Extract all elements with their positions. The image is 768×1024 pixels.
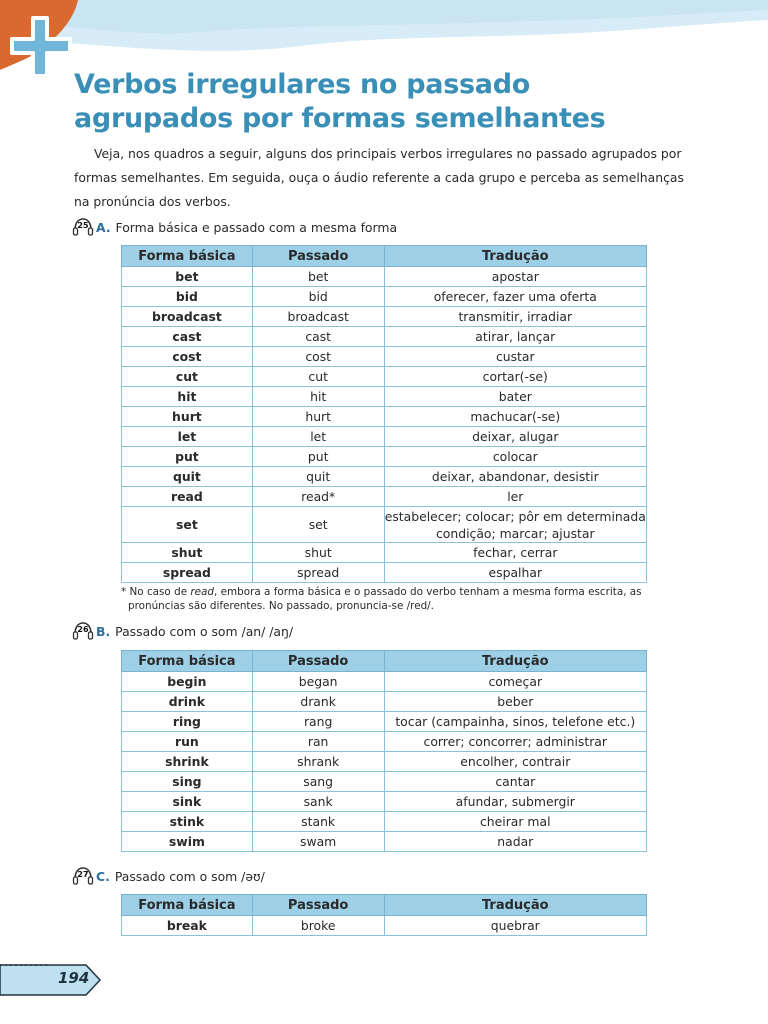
translation: colocar — [384, 447, 646, 467]
base-form: quit — [122, 467, 253, 487]
table-row — [122, 447, 647, 467]
table-row — [122, 916, 647, 936]
section-letter: C. — [96, 868, 110, 884]
section-letter: B. — [96, 623, 111, 639]
past-form: drank — [252, 692, 384, 712]
table-row — [122, 772, 647, 792]
table-row — [122, 367, 647, 387]
col-header-past: Passado — [252, 246, 384, 267]
translation: ler — [384, 487, 646, 507]
past-form: rang — [252, 712, 384, 732]
translation: transmitir, irradiar — [384, 307, 646, 327]
table-header-row — [122, 651, 647, 672]
translation: bater — [384, 387, 646, 407]
base-form: swim — [122, 832, 253, 852]
audio-icon[interactable] — [72, 621, 94, 641]
section-c-heading — [72, 866, 265, 886]
footnote — [121, 585, 651, 613]
past-form: spread — [252, 563, 384, 583]
footnote-post: , embora a forma básica e o passado do verbo tenham a mesma forma escrita, as — [214, 586, 642, 598]
base-form: sink — [122, 792, 253, 812]
section-caption: Passado com o som /an/ /aŋ/ — [115, 623, 294, 639]
footnote-pre: No caso de — [126, 586, 191, 598]
col-header-translation: Tradução — [384, 895, 646, 916]
base-form: read — [122, 487, 253, 507]
section-caption: Forma básica e passado com a mesma forma — [115, 219, 398, 235]
base-form: put — [122, 447, 253, 467]
translation: espalhar — [384, 563, 646, 583]
verbs-table-a — [121, 245, 647, 583]
col-header-past: Passado — [252, 895, 384, 916]
translation: deixar, alugar — [384, 427, 646, 447]
col-header-past: Passado — [252, 651, 384, 672]
table-row — [122, 487, 647, 507]
past-form: hurt — [252, 407, 384, 427]
translation: atirar, lançar — [384, 327, 646, 347]
table-row — [122, 732, 647, 752]
table-header-row — [122, 895, 647, 916]
base-form: shut — [122, 543, 253, 563]
table-row — [122, 347, 647, 367]
past-form: sang — [252, 772, 384, 792]
base-form: ring — [122, 712, 253, 732]
past-form: swam — [252, 832, 384, 852]
col-header-translation: Tradução — [384, 651, 646, 672]
page-number: 194 — [58, 969, 90, 987]
past-form: sank — [252, 792, 384, 812]
base-form: hurt — [122, 407, 253, 427]
intro-paragraph: Veja, nos quadros a seguir, alguns dos principais verbos irregulares no passado agrupados por formas semelhantes. Em seguida, ouça o áudio referente a cada grupo e perceba as semelhanças na pronúncia dos verbos. — [74, 146, 684, 209]
col-header-base: Forma básica — [122, 651, 253, 672]
table-row — [122, 507, 647, 543]
past-form: quit — [252, 467, 384, 487]
past-form: cost — [252, 347, 384, 367]
base-form: cast — [122, 327, 253, 347]
table-row — [122, 407, 647, 427]
past-form: stank — [252, 812, 384, 832]
table-row — [122, 672, 647, 692]
past-form: cut — [252, 367, 384, 387]
table-row — [122, 812, 647, 832]
base-form: broadcast — [122, 307, 253, 327]
past-form: bid — [252, 287, 384, 307]
past-form: broadcast — [252, 307, 384, 327]
verbs-table-c — [121, 894, 647, 936]
footnote-word: read — [190, 586, 215, 598]
table-row — [122, 752, 647, 772]
translation: oferecer, fazer uma oferta — [384, 287, 646, 307]
past-form: began — [252, 672, 384, 692]
translation: cortar(-se) — [384, 367, 646, 387]
translation: machucar(-se) — [384, 407, 646, 427]
title-line-2: agrupados por formas semelhantes — [74, 103, 606, 134]
table-row — [122, 712, 647, 732]
past-form: shrank — [252, 752, 384, 772]
table-row — [122, 563, 647, 583]
section-b-heading — [72, 621, 293, 641]
table-row — [122, 387, 647, 407]
footnote-star: * — [121, 586, 127, 598]
table-row — [122, 427, 647, 447]
translation: apostar — [384, 267, 646, 287]
base-form: hit — [122, 387, 253, 407]
footnote-line-2: pronúncias são diferentes. No passado, pronuncia-se /red/. — [128, 600, 434, 612]
past-form: read* — [252, 487, 384, 507]
translation-line-2: condição; marcar; ajustar — [435, 525, 595, 541]
translation: deixar, abandonar, desistir — [384, 467, 646, 487]
translation: afundar, submergir — [384, 792, 646, 812]
audio-icon[interactable] — [72, 866, 94, 886]
track-number: 25 — [77, 221, 89, 230]
past-form: hit — [252, 387, 384, 407]
table-row — [122, 307, 647, 327]
past-form: shut — [252, 543, 384, 563]
base-form: set — [122, 507, 253, 543]
base-form: run — [122, 732, 253, 752]
translation: nadar — [384, 832, 646, 852]
base-form: let — [122, 427, 253, 447]
base-form: bid — [122, 287, 253, 307]
base-form: spread — [122, 563, 253, 583]
section-caption: Passado com o som /əʊ/ — [114, 868, 265, 884]
past-form: cast — [252, 327, 384, 347]
translation: tocar (campainha, sinos, telefone etc.) — [384, 712, 646, 732]
past-form: broke — [252, 916, 384, 936]
base-form: drink — [122, 692, 253, 712]
past-form: ran — [252, 732, 384, 752]
past-form: let — [252, 427, 384, 447]
base-form: sing — [122, 772, 253, 792]
track-number: 27 — [77, 870, 89, 879]
past-form: put — [252, 447, 384, 467]
col-header-translation: Tradução — [384, 246, 646, 267]
table-row — [122, 467, 647, 487]
base-form: break — [122, 916, 253, 936]
translation: beber — [384, 692, 646, 712]
translation: começar — [384, 672, 646, 692]
translation — [384, 507, 646, 543]
section-letter: A. — [96, 219, 111, 235]
translation: fechar, cerrar — [384, 543, 646, 563]
translation: cheirar mal — [384, 812, 646, 832]
base-form: bet — [122, 267, 253, 287]
section-a-heading — [72, 217, 397, 237]
past-form: bet — [252, 267, 384, 287]
plus-decoration-icon — [8, 14, 74, 80]
translation: quebrar — [384, 916, 646, 936]
table-header-row — [122, 246, 647, 267]
table-row — [122, 287, 647, 307]
base-form: cut — [122, 367, 253, 387]
base-form: shrink — [122, 752, 253, 772]
past-form: set — [252, 507, 384, 543]
base-form: cost — [122, 347, 253, 367]
table-row — [122, 792, 647, 812]
verbs-table-b — [121, 650, 647, 852]
track-number: 26 — [77, 625, 89, 634]
translation-line-1: estabelecer; colocar; pôr em determinada — [384, 508, 646, 524]
table-row — [122, 327, 647, 347]
col-header-base: Forma básica — [122, 895, 253, 916]
base-form: begin — [122, 672, 253, 692]
translation: correr; concorrer; administrar — [384, 732, 646, 752]
translation: custar — [384, 347, 646, 367]
col-header-base: Forma básica — [122, 246, 253, 267]
table-row — [122, 692, 647, 712]
table-row — [122, 267, 647, 287]
table-row — [122, 543, 647, 563]
base-form: stink — [122, 812, 253, 832]
page-title — [74, 68, 694, 136]
title-line-1: Verbos irregulares no passado — [74, 69, 530, 100]
table-row — [122, 832, 647, 852]
translation: encolher, contrair — [384, 752, 646, 772]
translation: cantar — [384, 772, 646, 792]
audio-icon[interactable] — [72, 217, 94, 237]
